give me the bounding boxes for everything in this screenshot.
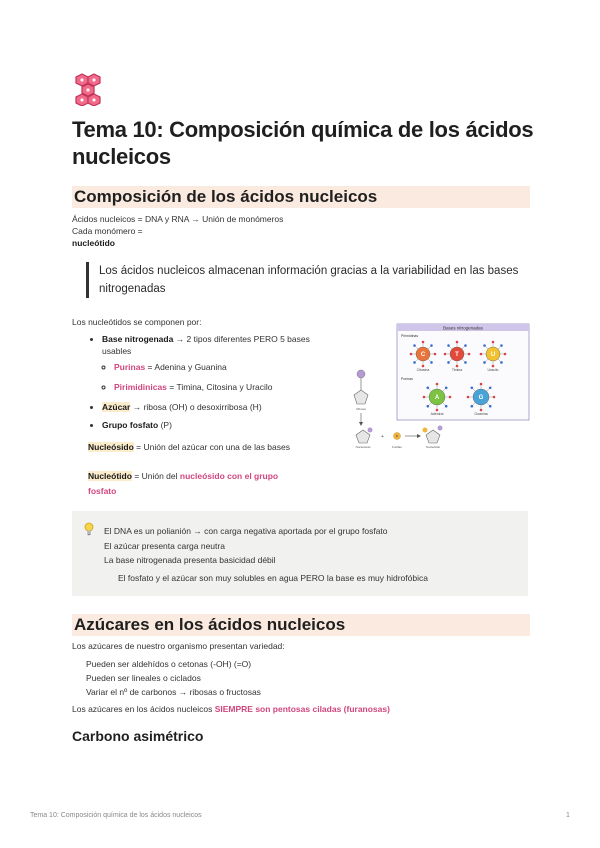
azucar-text: → ribosa (OH) o desoxirribosa (H) xyxy=(130,402,262,412)
atom-a xyxy=(427,405,430,408)
atom-g xyxy=(480,383,483,386)
atom-g xyxy=(489,405,492,408)
atom-a xyxy=(449,396,452,399)
base-letter-c: C xyxy=(420,352,426,358)
sugars-statement-text: Los azúcares en los ácidos nucleicos xyxy=(72,704,215,714)
nucleotido-text: = Unión del xyxy=(131,471,180,481)
atom-u xyxy=(504,353,507,356)
plus-sign: + xyxy=(381,434,384,440)
base-letter-g: G xyxy=(478,395,484,401)
atom-c xyxy=(434,353,437,356)
purinas-text: = Adenina y Guanina xyxy=(145,362,227,372)
nucleosido-text: = Unión del azúcar con una de las bases xyxy=(133,442,290,452)
atom-c xyxy=(413,361,416,364)
base-letter-a: A xyxy=(434,395,440,401)
components-list xyxy=(88,333,328,437)
atom-u xyxy=(492,365,495,368)
atom-a xyxy=(436,409,439,412)
arrow-right-head-icon xyxy=(417,434,421,438)
page-title: Tema 10: Composición química de los ácidos nucleicos xyxy=(72,117,534,169)
sugars-statement-pink: SIEMPRE son pentosas ciladas (furanosas) xyxy=(214,704,390,714)
nucleosido-label: Nucleósido xyxy=(88,442,134,452)
atom-a xyxy=(436,383,439,386)
callout-line-1: El DNA es un polianión → con carga negativa aportada por el grupo fosfato xyxy=(104,526,388,536)
atom-c xyxy=(430,344,433,347)
nucleotide-label: Nucleótido xyxy=(425,445,441,449)
list-item-fosfato xyxy=(102,419,328,431)
atom-g xyxy=(471,405,474,408)
atom-t xyxy=(464,361,467,364)
nucleotide-phosphate-icon xyxy=(423,428,428,433)
nucleoside-label: Nucleósido xyxy=(355,445,371,449)
base-name-u: Uracilo xyxy=(487,368,499,372)
section-heading-composicion: Composición de los ácidos nucleicos xyxy=(72,186,530,208)
callout-line-3: La base nitrogenada presenta basicidad débil xyxy=(104,555,276,565)
arrow-down-head-icon xyxy=(359,422,363,426)
bases-header-text: Bases nitrogenadas xyxy=(443,325,483,331)
atom-t xyxy=(444,353,447,356)
pyrimidines-label: Pirimidinas xyxy=(401,334,419,338)
sugars-item-2: Pueden ser lineales o ciclados xyxy=(86,673,201,683)
nucleoside-base-icon xyxy=(368,428,373,433)
sugar-pentagon-icon xyxy=(354,390,368,404)
atom-c xyxy=(430,361,433,364)
sugars-statement xyxy=(72,703,532,715)
purines-label: Purinas xyxy=(401,377,413,381)
base-name-t: Timina xyxy=(451,368,463,372)
nucleotide-pentagon-icon xyxy=(426,430,440,443)
purinas-label: Purinas xyxy=(114,362,146,372)
base-letter-u: U xyxy=(490,352,496,358)
atom-t xyxy=(468,353,471,356)
callout-line-4: El fosfato y el azúcar son muy solubles en agua PERO la base es muy hidrofóbica xyxy=(118,572,428,583)
phosphate-symbol: P xyxy=(395,434,399,439)
footer-title: Tema 10: Composición química de los ácidos nucleicos xyxy=(30,812,202,819)
sugar-label: Ribosa xyxy=(356,407,366,411)
sugars-item-1: Pueden ser aldehídos o cetonas (-OH) (=O) xyxy=(86,659,252,669)
atom-t xyxy=(456,365,459,368)
molecule-logo-icon xyxy=(72,72,106,106)
pirimidinas-text: = Timina, Citosina y Uracilo xyxy=(166,382,273,392)
fosfato-text: (P) xyxy=(158,420,172,430)
nucleotido-definition xyxy=(88,469,308,499)
atom-a xyxy=(445,387,448,390)
nucleotido-pink: nucleósido con el grupo fosfato xyxy=(88,471,279,496)
atom-g xyxy=(493,396,496,399)
intro-line-2: Cada monómero = xyxy=(72,226,143,236)
azucar-label: Azúcar xyxy=(102,402,131,412)
section-heading-carbono: Carbono asimétrico xyxy=(72,728,204,744)
nucleotide-structure-diagram xyxy=(353,322,531,450)
callout-quote: Los ácidos nucleicos almacenan información gracias a la variabilidad en las bases nitrogenadas xyxy=(86,262,529,298)
atom-t xyxy=(447,361,450,364)
atom-a xyxy=(445,405,448,408)
atom-c xyxy=(413,344,416,347)
atom-c xyxy=(410,353,413,356)
bases-panel xyxy=(397,324,529,420)
fosfato-label: Grupo fosfato xyxy=(102,420,159,430)
intro-line-1: Ácidos nucleicos = DNA y RNA → Unión de monómeros xyxy=(72,214,284,224)
nucleotido-label: Nucleótido xyxy=(88,471,132,481)
base-name-g: Guanina xyxy=(474,412,488,416)
atom-a xyxy=(427,387,430,390)
lightbulb-icon xyxy=(84,522,94,536)
components-intro: Los nucleótidos se componen por: xyxy=(72,317,202,327)
base-name-a: Adenina xyxy=(430,412,444,416)
list-item-base xyxy=(102,333,328,393)
atom-u xyxy=(492,341,495,344)
atom-g xyxy=(467,396,470,399)
nucleotide-base-icon xyxy=(438,426,443,431)
atom-t xyxy=(464,344,467,347)
callout-content xyxy=(104,524,524,585)
list-item-pirimidinas xyxy=(114,381,328,393)
atom-u xyxy=(500,344,503,347)
base-letter-t: T xyxy=(455,352,459,358)
atom-t xyxy=(447,344,450,347)
atom-c xyxy=(422,365,425,368)
atom-t xyxy=(456,341,459,344)
base-name-c: Citosina xyxy=(416,368,430,372)
atom-u xyxy=(480,353,483,356)
phosphate-name: Fosfato xyxy=(391,445,403,449)
atom-u xyxy=(500,361,503,364)
list-item-purinas xyxy=(114,361,328,373)
atom-g xyxy=(489,387,492,390)
base-text: → 2 tipos diferentes PERO 5 bases usables xyxy=(102,334,310,356)
phosphate-molecule-icon xyxy=(357,370,365,378)
sugars-list xyxy=(86,657,506,699)
intro-line-3: nucleótido xyxy=(72,238,115,248)
nucleoside-pentagon-icon xyxy=(356,430,370,443)
atom-u xyxy=(483,361,486,364)
atom-a xyxy=(423,396,426,399)
base-label: Base nitrogenada xyxy=(102,334,174,344)
atom-g xyxy=(480,409,483,412)
list-item-azucar xyxy=(102,401,328,413)
atom-u xyxy=(483,344,486,347)
nucleosido-definition xyxy=(88,441,348,453)
pirimidinas-label: Pirimidinicas xyxy=(114,382,167,392)
page-number: 1 xyxy=(566,812,570,819)
section-heading-azucares: Azúcares en los ácidos nucleicos xyxy=(72,614,530,636)
sugars-intro: Los azúcares de nuestro organismo presentan variedad: xyxy=(72,641,285,651)
atom-c xyxy=(422,341,425,344)
atom-g xyxy=(471,387,474,390)
sugars-item-3: Variar el nº de carbonos → ribosas o fructosas xyxy=(86,687,261,697)
callout-line-2: El azúcar presenta carga neutra xyxy=(104,540,225,551)
section-1-intro xyxy=(72,213,372,249)
